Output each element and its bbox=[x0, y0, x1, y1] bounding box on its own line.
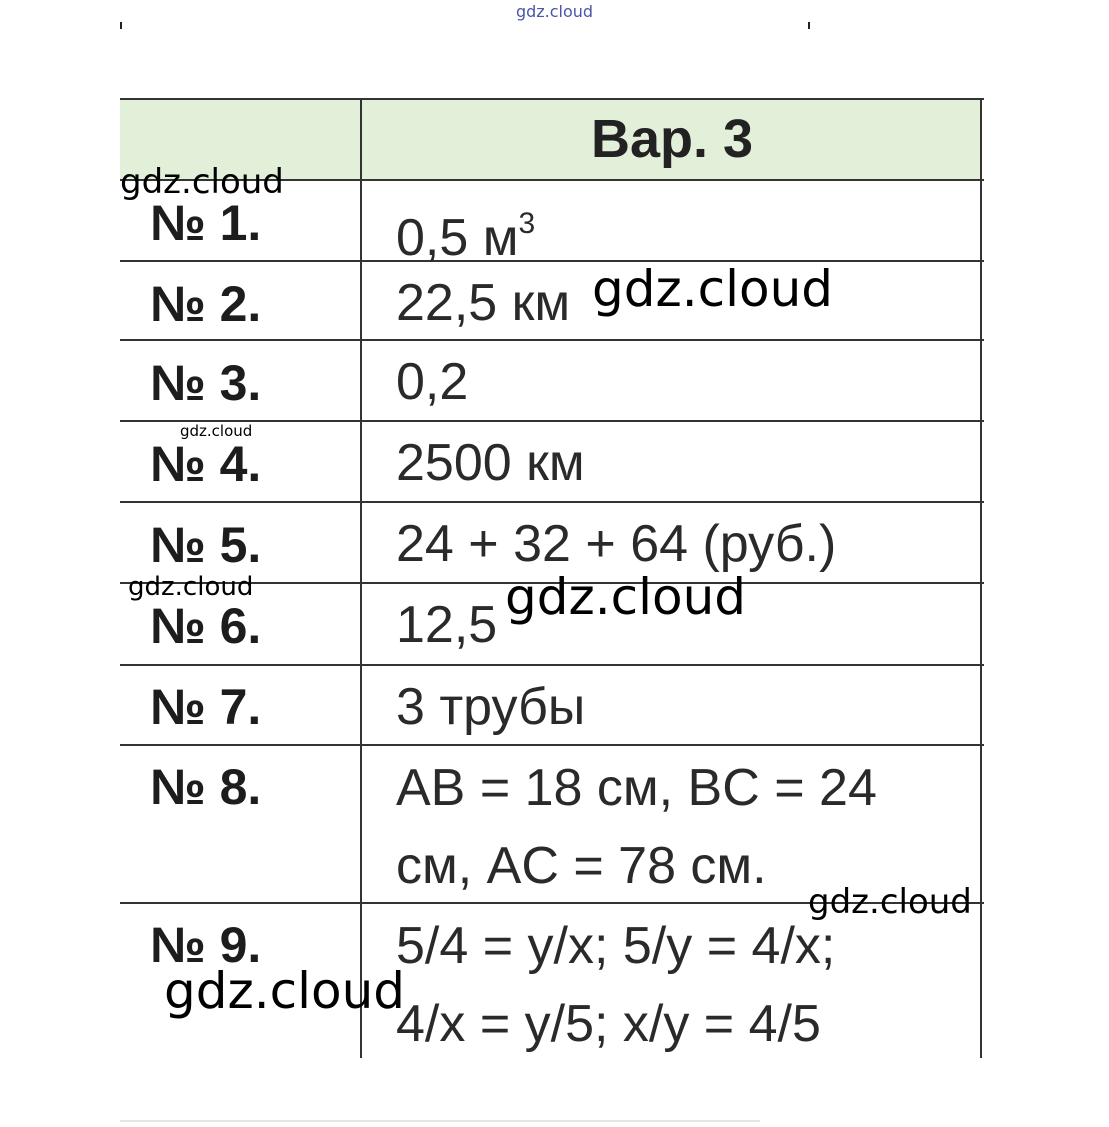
page-edge-tick bbox=[120, 22, 122, 29]
watermark: gdz.cloud bbox=[592, 260, 834, 318]
page-edge-tick bbox=[808, 22, 810, 29]
superscript: 3 bbox=[518, 207, 536, 240]
row-value: 2500 км bbox=[396, 434, 585, 492]
table-border bbox=[120, 260, 984, 262]
row-value-line: см, AC = 78 см. bbox=[396, 837, 767, 895]
table-border bbox=[360, 98, 362, 1058]
table-border bbox=[120, 664, 984, 666]
row-label: № 8. bbox=[150, 759, 262, 815]
variant-header: Вар. 3 bbox=[590, 109, 754, 169]
row-label: № 3. bbox=[150, 355, 262, 411]
row-value: 22,5 км bbox=[396, 274, 571, 332]
row-value-line: 4/x = y/5; x/y = 4/5 bbox=[396, 995, 821, 1053]
watermark: gdz.cloud bbox=[505, 568, 747, 626]
row-label: № 9. bbox=[150, 917, 262, 973]
watermark: gdz.cloud bbox=[120, 162, 284, 202]
table-border bbox=[120, 501, 984, 503]
row-value-line: AB = 18 см, BC = 24 bbox=[396, 759, 877, 817]
watermark: gdz.cloud bbox=[164, 962, 406, 1020]
page-edge-line bbox=[120, 1120, 760, 1122]
row-label: № 4. bbox=[150, 436, 262, 492]
row-label: № 1. bbox=[150, 195, 262, 251]
row-value: 0,5 $м^3$ bbox=[396, 207, 536, 267]
row-value-line: 5/4 = y/x; 5/y = 4/x; bbox=[396, 917, 836, 975]
row-label: № 2. bbox=[150, 276, 262, 332]
row-value: 3 трубы bbox=[396, 678, 586, 736]
site-watermark-top: gdz.cloud bbox=[515, 2, 594, 21]
watermark: gdz.cloud bbox=[128, 572, 254, 602]
row-value: 0,2 bbox=[396, 353, 469, 411]
watermark: gdz.cloud bbox=[808, 882, 972, 922]
watermark: gdz.cloud bbox=[180, 422, 253, 440]
row-value: 12,5 bbox=[396, 596, 498, 654]
row-value: 24 + 32 + 64 (руб.) bbox=[396, 515, 837, 573]
row-label: № 6. bbox=[150, 598, 262, 654]
row-label: № 5. bbox=[150, 517, 262, 573]
row-label: № 7. bbox=[150, 679, 262, 735]
table-border bbox=[980, 98, 982, 1058]
